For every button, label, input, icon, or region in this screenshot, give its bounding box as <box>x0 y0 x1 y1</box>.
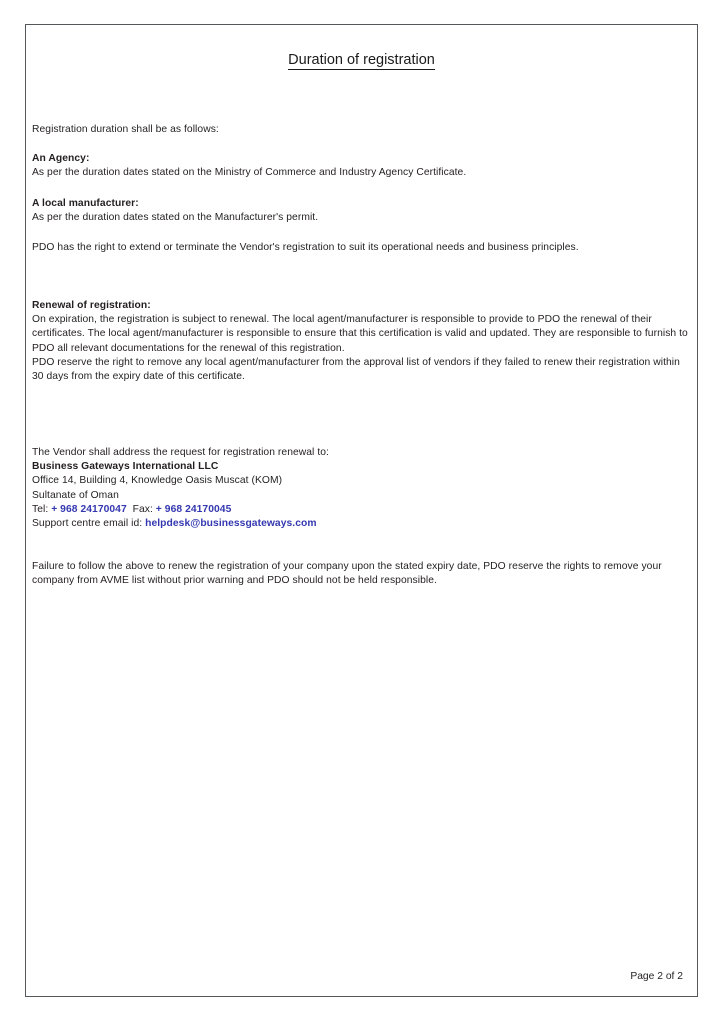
document-page <box>25 24 698 997</box>
renewal-heading: Renewal of registration: <box>32 300 151 311</box>
pdo-rights-text: PDO has the right to extend or terminate the Vendor's registration to suit its operational needs and business principles. <box>32 242 579 253</box>
page-title-text: Duration of registration <box>288 52 435 68</box>
email-value[interactable]: helpdesk@businessgateways.com <box>145 518 317 530</box>
contact-address-line-1: Office 14, Building 4, Knowledge Oasis Muscat (KOM) <box>32 475 283 487</box>
fax-label: Fax: <box>132 503 156 515</box>
closing-paragraph <box>32 560 693 588</box>
tel-value[interactable]: + 968 24170047 <box>51 503 127 515</box>
page-content-area <box>32 25 691 996</box>
tel-label: Tel: <box>32 503 52 515</box>
email-label: Support centre email id: <box>32 518 146 530</box>
contact-address-line-2: Sultanate of Oman <box>32 489 119 501</box>
pdo-rights-paragraph <box>32 241 692 255</box>
renewal-paragraph-2: PDO reserve the right to remove any local agent/manufacturer from the approval list of vendors if they failed to renew their registration within 30 days from the expiry date of this certificate. <box>32 356 680 383</box>
renewal-paragraph-1: On expiration, the registration is subject to renewal. The local agent/manufacturer is responsible to provide to PDO the renewal of their certificates. The local agent/manufacturer is responsible to ensure that this certification is valid and updated. They are responsible to furnish to PDO all relevant documentations for the renewal of this registration. <box>32 314 688 354</box>
section-local-manufacturer <box>32 197 672 225</box>
page-title <box>32 51 691 69</box>
intro-paragraph <box>32 123 552 137</box>
section-an-agency-body: As per the duration dates stated on the Ministry of Commerce and Industry Agency Certificate. <box>32 167 467 179</box>
contact-company-name: Business Gateways International LLC <box>32 461 219 473</box>
section-local-manufacturer-body: As per the duration dates stated on the Manufacturer's permit. <box>32 212 319 224</box>
contact-lead-in: The Vendor shall address the request for registration renewal to: <box>32 447 329 458</box>
contact-block <box>32 446 452 531</box>
section-an-agency <box>32 152 672 180</box>
page-number-label: Page 2 of 2 <box>630 971 683 982</box>
section-local-manufacturer-heading: A local manufacturer: <box>32 198 139 209</box>
fax-value: + 968 24170045 <box>155 503 232 515</box>
contact-email-row <box>32 517 452 531</box>
closing-text: Failure to follow the above to renew the registration of your company upon the stated expiry date, PDO reserve the rights to remove your company from AVME list without prior warning and PDO should not be held responsible. <box>32 561 662 587</box>
section-an-agency-heading: An Agency: <box>32 153 90 164</box>
intro-text: Registration duration shall be as follows: <box>32 124 219 135</box>
contact-phone-row <box>32 503 452 517</box>
page-footer <box>630 970 683 984</box>
section-renewal-of-registration <box>32 299 693 384</box>
